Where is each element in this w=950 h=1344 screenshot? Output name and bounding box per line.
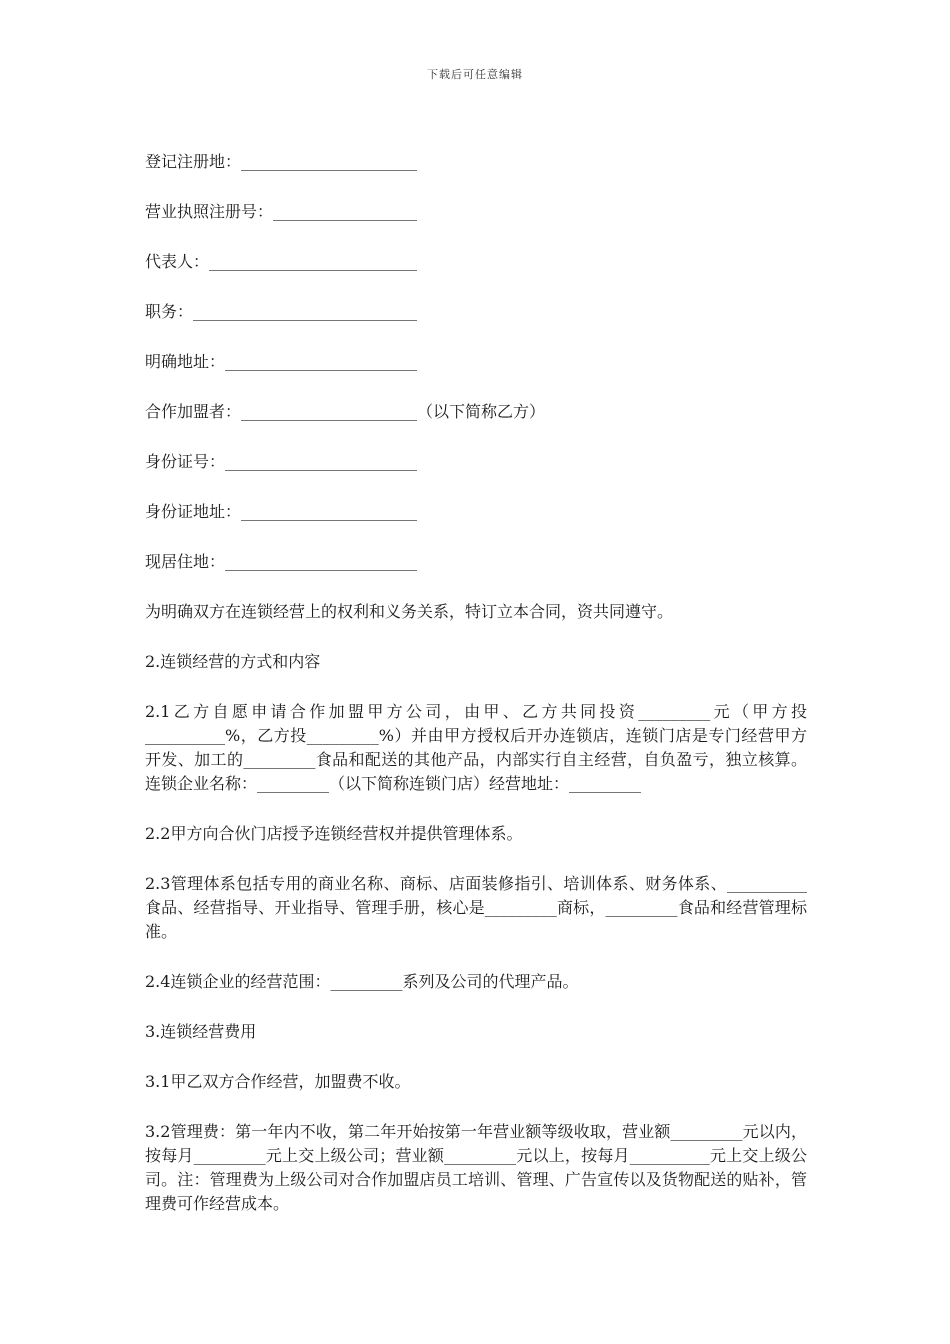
field-blank: ____________________________ xyxy=(193,302,418,321)
intro-paragraph: 为明确双方在连锁经营上的权利和义务关系，特订立本合同，资共同遵守。 xyxy=(145,602,674,621)
field-address xyxy=(145,350,807,400)
field-blank: __________________________ xyxy=(209,252,418,271)
field-label: 身份证号： xyxy=(145,452,226,471)
field-blank: ______________________ xyxy=(241,502,418,521)
field-registration-place xyxy=(145,150,807,200)
section-3-heading: 3.连锁经营费用 xyxy=(145,1022,257,1041)
field-label: 登记注册地： xyxy=(145,152,242,171)
field-blank: __________________ xyxy=(273,202,418,221)
field-blank: ________________________ xyxy=(225,452,418,471)
field-label: 职务： xyxy=(145,302,194,321)
field-blank: ________________________ xyxy=(225,552,418,571)
field-suffix: （以下简称乙方） xyxy=(417,402,546,421)
field-label: 代表人： xyxy=(145,252,210,271)
field-id-address xyxy=(145,500,807,550)
field-label: 身份证地址： xyxy=(145,502,242,521)
document-body xyxy=(145,150,807,1242)
field-label: 合作加盟者： xyxy=(145,402,242,421)
field-label: 营业执照注册号： xyxy=(145,202,274,221)
clause-3-2: 3.2管理费：第一年内不收，第二年开始按第一年营业额等级收取，营业额_________元以内，按每月_________元上交上级公司；营业额_________元以上，按每月__________元上交上级公司。注：管理费为上级公司对合作加盟店员工培训、管理、广告宣传以及货物配送的贴补，管理费可作经营成本。 xyxy=(145,1122,807,1213)
field-label: 现居住地： xyxy=(145,552,226,571)
field-license-number xyxy=(145,200,807,250)
clause-2-2: 2.2甲方向合伙门店授予连锁经营权并提供管理体系。 xyxy=(145,824,523,843)
field-label: 明确地址： xyxy=(145,352,226,371)
field-residence xyxy=(145,550,807,600)
page-header: 下载后可任意编辑 xyxy=(427,68,523,81)
clause-2-4: 2.4连锁企业的经营范围：_________系列及公司的代理产品。 xyxy=(145,972,579,991)
field-blank: ______________________ xyxy=(241,402,418,421)
clause-3-1: 3.1甲乙双方合作经营，加盟费不收。 xyxy=(145,1072,411,1091)
field-blank: ______________________ xyxy=(241,152,418,171)
field-franchisee xyxy=(145,400,807,450)
field-representative xyxy=(145,250,807,300)
field-id-number xyxy=(145,450,807,500)
field-position xyxy=(145,300,807,350)
section-2-heading: 2.连锁经营的方式和内容 xyxy=(145,652,321,671)
field-blank: ________________________ xyxy=(225,352,418,371)
clause-2-1: 2.1乙方自愿申请合作加盟甲方公司，由甲、乙方共同投资_________元（甲方投__________%，乙方投_________%）并由甲方授权后开办连锁店，连锁门店是专门经营甲方开发、加工的_________食品和配送的其他产品，内部实行自主经营，自负盈亏，独立核算。连锁企业名称：_________（以下简称连锁门店）经营地址：_________ xyxy=(145,702,807,793)
clause-2-3: 2.3管理体系包括专用的商业名称、商标、店面装修指引、培训体系、财务体系、__________食品、经营指导、开业指导、管理手册，核心是_________商标，_________食品和经营管理标准。 xyxy=(145,874,807,941)
